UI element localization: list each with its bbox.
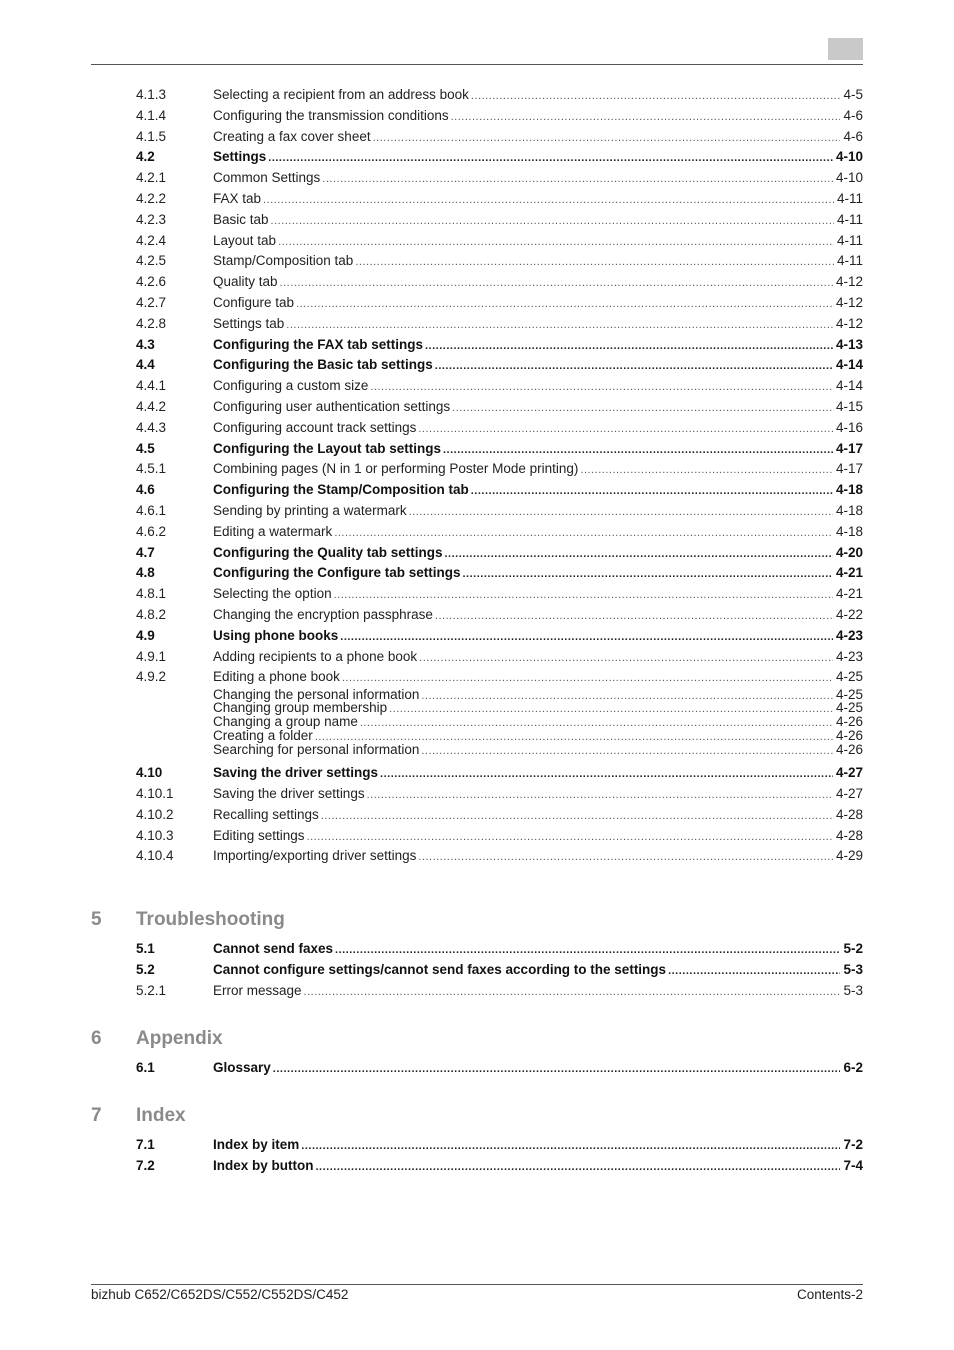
toc-entry-title: Basic tab <box>213 211 269 227</box>
toc-section-number: 4.5 <box>136 440 155 456</box>
toc-entry-title: Adding recipients to a phone book <box>213 648 418 664</box>
toc-section-number: 4.2.4 <box>136 232 167 248</box>
toc-entry[interactable] <box>136 377 863 395</box>
toc-page-number: 4-5 <box>843 87 863 102</box>
toc-entry[interactable] <box>136 827 863 845</box>
toc-entry-title: Searching for personal information <box>213 741 420 757</box>
toc-entry-title: Cannot send faxes <box>213 941 334 956</box>
toc-entry[interactable] <box>136 273 863 291</box>
chapter-number: 6 <box>91 1028 102 1049</box>
toc-entry-title: Configuring the Layout tab settings <box>213 440 441 456</box>
toc-page-number: 4-25 <box>835 669 863 685</box>
toc-leader-dots <box>334 524 833 542</box>
toc-section-number: 4.9 <box>136 627 155 643</box>
toc-leader-dots <box>425 337 833 355</box>
toc-entry[interactable] <box>136 336 863 354</box>
toc-leader-dots <box>443 441 833 459</box>
toc-entry-title: Configure tab <box>213 295 295 310</box>
toc-leader-dots <box>471 482 833 500</box>
toc-entry[interactable] <box>136 128 863 146</box>
toc-page-number: 4-23 <box>835 627 863 643</box>
toc-page-number: 5-3 <box>843 961 863 977</box>
toc-subentry[interactable] <box>136 741 863 759</box>
toc-entry-title: Selecting a recipient from an address book <box>213 87 469 102</box>
toc-section-number: 4.10 <box>136 765 163 781</box>
toc-leader-dots <box>370 378 833 396</box>
toc-page-number: 4-17 <box>835 440 863 456</box>
toc-entry-title: Configuring the Quality tab settings <box>213 544 443 560</box>
footer-rule <box>91 1284 863 1285</box>
toc-page-number: 4-13 <box>835 336 863 352</box>
toc-entry[interactable] <box>136 585 863 603</box>
toc-entry[interactable] <box>136 627 863 645</box>
toc-entry-title: Saving the driver settings <box>213 786 365 801</box>
toc-entry-title: Configuring a custom size <box>213 378 369 394</box>
toc-section-number: 5.2 <box>136 961 155 977</box>
toc-page-number: 4-22 <box>835 607 863 622</box>
toc-entry[interactable] <box>136 356 863 374</box>
toc-page-number: 4-17 <box>835 461 863 477</box>
toc-page-number: 4-23 <box>835 648 863 664</box>
toc-page-number: 4-28 <box>835 806 863 822</box>
toc-entry-title: Settings tab <box>213 315 285 331</box>
toc-section-number: 4.5.1 <box>136 461 167 477</box>
toc-entry-title: Changing a group name <box>213 714 358 730</box>
toc-page-number: 4-25 <box>835 686 863 702</box>
toc-leader-dots <box>445 545 833 563</box>
toc-leader-dots <box>271 212 834 230</box>
toc-entry-title: Importing/exporting driver settings <box>213 848 417 864</box>
toc-leader-dots <box>322 170 833 188</box>
toc-entry[interactable] <box>136 419 863 437</box>
toc-section-number: 4.2 <box>136 149 155 165</box>
toc-entry[interactable] <box>136 982 863 1000</box>
toc-section-number: 4.10.4 <box>136 848 174 864</box>
toc-page-number: 4-18 <box>835 482 863 498</box>
toc-entry[interactable] <box>136 1059 863 1077</box>
chapter-number: 5 <box>91 909 102 930</box>
toc-section-number: 4.4.3 <box>136 419 167 435</box>
toc-page-number: 4-26 <box>835 714 863 730</box>
toc-leader-dots <box>409 503 833 521</box>
toc-entry[interactable] <box>136 785 863 803</box>
toc-page-number: 4-18 <box>835 523 863 539</box>
toc-page-number: 4-6 <box>843 128 863 144</box>
header-rule <box>91 64 863 65</box>
toc-section-number: 4.10.3 <box>136 827 174 843</box>
toc-page-number: 4-15 <box>835 399 863 414</box>
toc-section-number: 4.6 <box>136 482 155 498</box>
toc-entry[interactable] <box>136 211 863 229</box>
toc-page-number: 4-11 <box>836 211 863 227</box>
toc-section-number: 7.1 <box>136 1137 155 1152</box>
toc-entry-title: Error message <box>213 982 302 998</box>
toc-entry-title: Index by button <box>213 1157 314 1173</box>
toc-leader-dots <box>471 87 841 105</box>
toc-entry[interactable] <box>136 1136 863 1154</box>
toc-section-number: 4.8.2 <box>136 607 167 622</box>
toc-leader-dots <box>335 941 840 959</box>
toc-entry-title: Layout tab <box>213 232 277 248</box>
toc-entry-title: Configuring the transmission conditions <box>213 107 449 123</box>
toc-entry[interactable] <box>136 806 863 824</box>
toc-page-number: 7-2 <box>843 1137 863 1152</box>
toc-entry[interactable] <box>136 940 863 958</box>
toc-entry[interactable] <box>136 564 863 582</box>
toc-page-number: 5-2 <box>843 941 863 956</box>
toc-entry[interactable] <box>136 460 863 478</box>
toc-section-number: 4.4 <box>136 357 155 373</box>
footer-product-name: bizhub C652/C652DS/C552/C552DS/C452 <box>91 1287 349 1302</box>
toc-entry-title: Glossary <box>213 1060 271 1075</box>
toc-section-number: 4.2.2 <box>136 191 167 206</box>
toc-leader-dots <box>452 399 833 417</box>
toc-entry-title: Saving the driver settings <box>213 765 379 781</box>
toc-section-number: 6.1 <box>136 1060 155 1075</box>
toc-leader-dots <box>340 628 833 646</box>
toc-entry-title: Quality tab <box>213 274 278 290</box>
footer-page-number: Contents-2 <box>796 1287 863 1302</box>
toc-entry[interactable] <box>136 440 863 458</box>
toc-section-number: 4.2.7 <box>136 295 167 310</box>
toc-page-number: 4-26 <box>835 741 863 757</box>
toc-page-number: 4-29 <box>835 848 863 864</box>
chapter-title: Index <box>136 1105 186 1126</box>
toc-entry[interactable] <box>136 523 863 541</box>
toc-entry-title: Settings <box>213 149 267 165</box>
toc-entry-title: Editing a phone book <box>213 669 340 685</box>
toc-page-number: 4-11 <box>836 191 863 206</box>
toc-leader-dots <box>296 295 833 313</box>
toc-page-number: 7-4 <box>843 1157 863 1173</box>
toc-section-number: 5.1 <box>136 941 155 956</box>
toc-page-number: 4-12 <box>835 295 863 310</box>
toc-leader-dots <box>301 1137 840 1155</box>
toc-section-number: 4.8 <box>136 565 155 581</box>
toc-entry[interactable] <box>136 544 863 562</box>
toc-page-number: 4-12 <box>835 315 863 331</box>
toc-entry-title: Configuring the Configure tab settings <box>213 565 461 581</box>
toc-entry-title: Selecting the option <box>213 586 332 602</box>
toc-section-number: 4.7 <box>136 544 155 560</box>
toc-page-number: 4-20 <box>835 544 863 560</box>
toc-page-number: 4-27 <box>835 786 863 801</box>
toc-section-number: 4.4.1 <box>136 378 167 394</box>
toc-entry-title: Editing settings <box>213 827 305 843</box>
toc-entry-title: Using phone books <box>213 627 339 643</box>
toc-entry[interactable] <box>136 606 863 624</box>
toc-leader-dots <box>668 962 840 980</box>
toc-leader-dots <box>380 765 833 783</box>
toc-entry-title: Common Settings <box>213 170 321 186</box>
toc-section-number: 4.2.3 <box>136 211 167 227</box>
toc-leader-dots <box>307 828 833 846</box>
toc-section-number: 4.2.6 <box>136 274 167 290</box>
toc-entry-title: Configuring account track settings <box>213 419 417 435</box>
toc-entry-title: Stamp/Composition tab <box>213 253 354 269</box>
toc-leader-dots <box>278 233 834 251</box>
toc-entry-title: Changing the personal information <box>213 686 420 702</box>
chapter-title: Appendix <box>136 1028 223 1049</box>
toc-section-number: 4.9.1 <box>136 648 167 664</box>
toc-page-number: 4-10 <box>835 149 863 165</box>
toc-section-number: 4.6.2 <box>136 523 167 539</box>
toc-leader-dots <box>373 129 841 147</box>
toc-entry[interactable] <box>136 315 863 333</box>
toc-section-number: 7.2 <box>136 1157 155 1173</box>
toc-leader-dots <box>367 786 833 804</box>
toc-page-number: 4-21 <box>835 565 863 581</box>
toc-entry-title: Configuring user authentication settings <box>213 399 451 414</box>
toc-leader-dots <box>355 253 834 271</box>
toc-page-number: 4-10 <box>835 170 863 186</box>
toc-leader-dots <box>421 742 833 760</box>
toc-section-number: 4.2.8 <box>136 315 167 331</box>
toc-entry[interactable] <box>136 86 863 104</box>
toc-entry[interactable] <box>136 481 863 499</box>
toc-entry[interactable] <box>136 169 863 187</box>
chapter-number: 7 <box>91 1105 102 1126</box>
toc-section-number: 4.1.5 <box>136 128 167 144</box>
toc-entry-title: Creating a folder <box>213 728 313 743</box>
toc-leader-dots <box>304 983 841 1001</box>
toc-leader-dots <box>286 316 833 334</box>
toc-entry[interactable] <box>136 252 863 270</box>
toc-entry[interactable] <box>136 190 863 208</box>
toc-page-number: 6-2 <box>843 1060 863 1075</box>
toc-entry-title: Combining pages (N in 1 or performing Poster Mode printing) <box>213 461 579 477</box>
toc-page-number: 4-16 <box>835 419 863 435</box>
toc-entry[interactable] <box>136 398 863 416</box>
toc-section-number: 4.2.1 <box>136 170 167 186</box>
toc-section-number: 4.1.3 <box>136 87 167 102</box>
toc-leader-dots <box>334 586 833 604</box>
toc-page-number: 4-14 <box>835 378 863 394</box>
toc-section-number: 4.3 <box>136 336 155 352</box>
toc-section-number: 4.2.5 <box>136 253 167 269</box>
toc-leader-dots <box>435 607 833 625</box>
toc-section-number: 4.8.1 <box>136 586 167 602</box>
toc-leader-dots <box>580 461 833 479</box>
toc-page-number: 4-28 <box>835 827 863 843</box>
toc-entry[interactable] <box>136 107 863 125</box>
toc-leader-dots <box>280 274 833 292</box>
toc-page-number: 4-27 <box>835 765 863 781</box>
toc-section-number: 4.10.2 <box>136 806 174 822</box>
toc-entry[interactable] <box>136 668 863 686</box>
toc-entry[interactable] <box>136 764 863 782</box>
toc-section-number: 4.10.1 <box>136 786 174 801</box>
toc-entry-title: Sending by printing a watermark <box>213 503 407 518</box>
toc-leader-dots <box>418 420 833 438</box>
toc-entry-title: Changing the encryption passphrase <box>213 607 433 622</box>
toc-leader-dots <box>435 357 833 375</box>
toc-leader-dots <box>273 1060 841 1078</box>
toc-leader-dots <box>418 848 833 866</box>
toc-leader-dots <box>263 191 834 209</box>
toc-section-number: 4.4.2 <box>136 399 167 414</box>
toc-page-number: 4-26 <box>835 728 863 743</box>
toc-entry-title: Configuring the FAX tab settings <box>213 336 423 352</box>
toc-page-number: 4-21 <box>835 586 863 602</box>
toc-leader-dots <box>451 108 841 126</box>
toc-page-number: 5-3 <box>843 982 863 998</box>
toc-entry[interactable] <box>136 502 863 520</box>
toc-section-number: 4.9.2 <box>136 669 167 685</box>
toc-entry[interactable] <box>136 847 863 865</box>
toc-leader-dots <box>419 649 833 667</box>
toc-leader-dots <box>462 565 832 583</box>
toc-leader-dots <box>321 807 833 825</box>
toc-page-number: 4-11 <box>836 232 863 248</box>
toc-entry[interactable] <box>136 294 863 312</box>
toc-section-number: 4.1.4 <box>136 107 167 123</box>
toc-entry-title: Configuring the Basic tab settings <box>213 357 433 373</box>
toc-section-number: 4.6.1 <box>136 503 167 518</box>
toc-page-number: 4-18 <box>835 503 863 518</box>
toc-entry-title: Configuring the Stamp/Composition tab <box>213 482 469 498</box>
toc-entry[interactable] <box>136 232 863 250</box>
toc-entry-title: Cannot configure settings/cannot send faxes according to the settings <box>213 961 667 977</box>
toc-section-number: 5.2.1 <box>136 982 167 998</box>
toc-entry-title: FAX tab <box>213 191 262 206</box>
toc-entry[interactable] <box>136 648 863 666</box>
chapter-title: Troubleshooting <box>136 909 285 930</box>
toc-leader-dots <box>316 1158 841 1176</box>
toc-entry-title: Creating a fax cover sheet <box>213 128 371 144</box>
toc-page-number: 4-6 <box>843 107 863 123</box>
toc-entry[interactable] <box>136 961 863 979</box>
toc-entry[interactable] <box>136 148 863 166</box>
toc-entry-title: Index by item <box>213 1137 300 1152</box>
toc-leader-dots <box>268 149 833 167</box>
toc-entry-title: Editing a watermark <box>213 523 333 539</box>
toc-page-number: 4-11 <box>836 253 863 269</box>
toc-entry[interactable] <box>136 1157 863 1175</box>
header-tab-marker <box>828 38 863 60</box>
toc-page-number: 4-25 <box>835 700 863 716</box>
toc-page-number: 4-14 <box>835 357 863 373</box>
toc-page-number: 4-12 <box>835 274 863 290</box>
toc-entry-title: Changing group membership <box>213 700 388 716</box>
toc-entry-title: Recalling settings <box>213 806 319 822</box>
